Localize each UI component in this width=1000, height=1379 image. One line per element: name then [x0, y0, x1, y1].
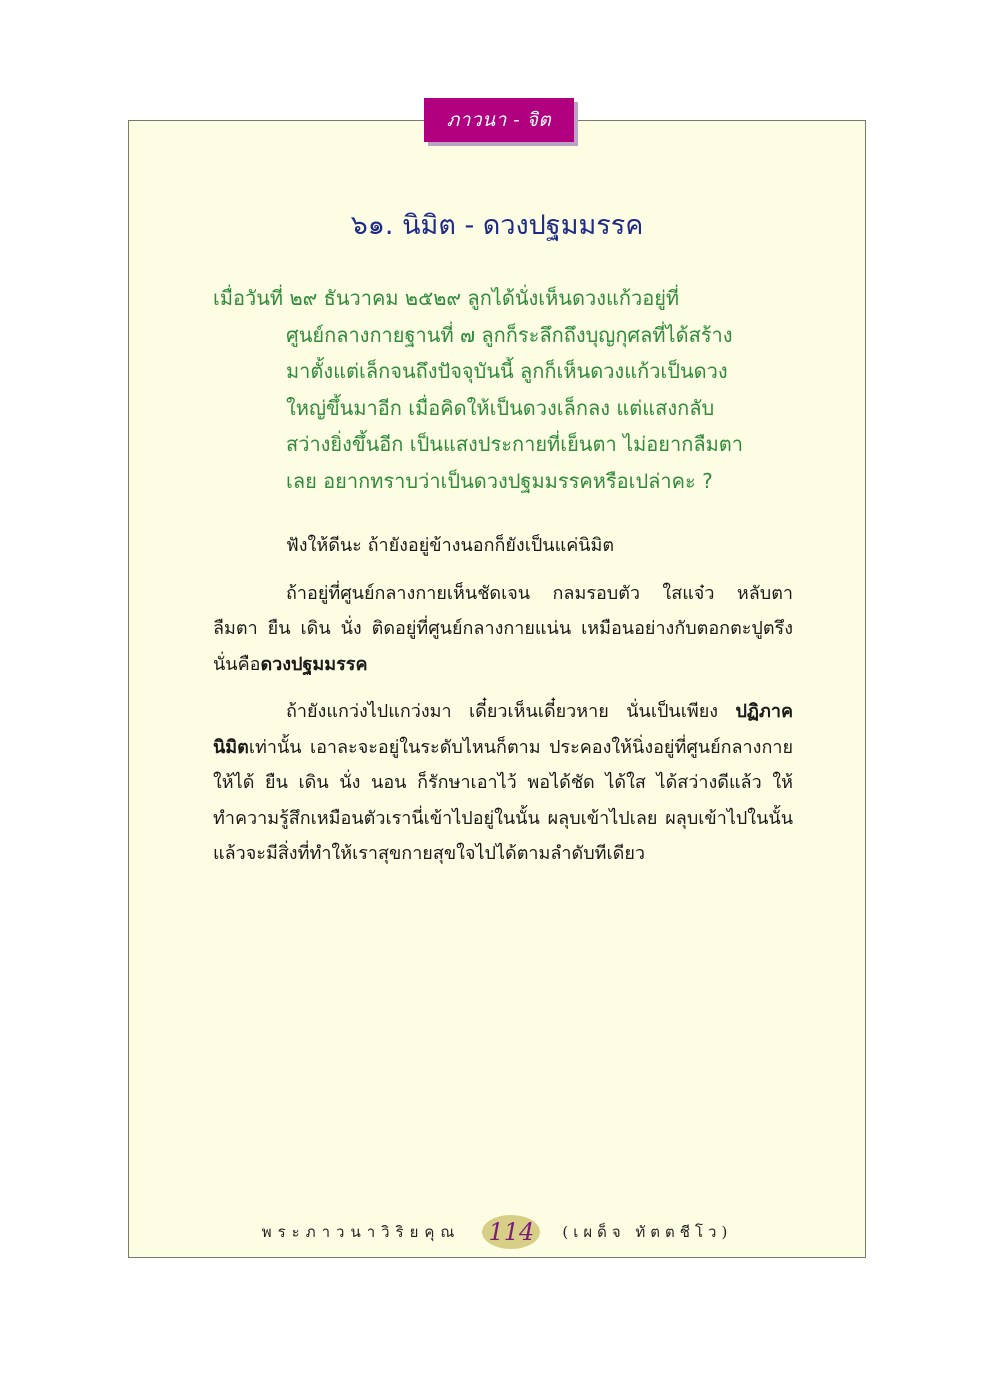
section-tab — [424, 98, 574, 142]
answer-text: ถ้าอยู่ที่ศูนย์กลางกายเห็นชัดเจน กลมรอบตัว ใสแจ๋ว หลับตา ลืมตา ยืน เดิน นั่ง ติดอยู่ที่ศูนย์กลางกายแน่น เหมือนอย่างกับตอกตะปูตรึง นั่นคือ — [213, 582, 793, 675]
answer-bold-term: ดวงปฐมมรรค — [260, 653, 368, 675]
question-line: เลย อยากทราบว่าเป็นดวงปฐมมรรคหรือเปล่าคะ ? — [286, 468, 713, 493]
footer-book-title: พระภาวนาวิริยคุณ — [261, 1223, 461, 1241]
section-tab-label: ภาวนา - จิต — [446, 109, 552, 131]
question-line: สว่างยิ่งขึ้นอีก เป็นแสงประกายที่เย็นตา ไม่อยากลืมตา — [286, 432, 744, 456]
answer-text: เท่านั้น เอาละจะอยู่ในระดับไหนก็ตาม ประคองให้นิ่งอยู่ที่ศูนย์กลางกายให้ได้ ยืน เดิน นั่ง นอน ก็รักษาเอาไว้ พอได้ชัด ได้ใส ได้สว่างดีแล้ว ให้ทำความรู้สึกเหมือนตัวเรานี่เข้าไปอยู่ในนั้น ผลุบเข้าไปเลย ผลุบเข้าไปในนั้น แล้วจะมีสิ่งที่ทำให้เราสุขกายสุขใจไปได้ตามลำดับทีเดียว — [213, 736, 793, 864]
chapter-title: ๖๑. นิมิต - ดวงปฐมมรรค — [350, 210, 644, 241]
question-line: ศูนย์กลางกายฐานที่ ๗ ลูกก็ระลึกถึงบุญกุศลที่ได้สร้าง — [286, 322, 733, 347]
question-line: เมื่อวันที่ ๒๙ ธันวาคม ๒๕๒๙ ลูกได้นั่งเห็นดวงแก้วอยู่ที่ — [213, 286, 680, 310]
footer-author: (เผด็จ ทัตตชีโว) — [562, 1223, 733, 1241]
answer-paragraph-1 — [213, 528, 793, 564]
question-line: มาตั้งแต่เล็กจนถึงปัจจุบันนี้ ลูกก็เห็นดวงแก้วเป็นดวง — [286, 359, 728, 383]
answer-text: ฟังให้ดีนะ ถ้ายังอยู่ข้างนอกก็ยังเป็นแค่นิมิต — [286, 535, 615, 556]
answer-bold-term: ปฏิภาคนิมิต — [213, 701, 793, 758]
page-number: 114 — [488, 1218, 535, 1246]
question-line: ใหญ่ขึ้นมาอีก เมื่อคิดให้เป็นดวงเล็กลง แต่แสงกลับ — [286, 395, 715, 420]
answer-paragraph-3 — [213, 694, 793, 872]
page-footer — [128, 1212, 866, 1252]
page-number-badge — [482, 1215, 540, 1249]
answer-text: ถ้ายังแกว่งไปแกว่งมา เดี๋ยวเห็นเดี๋ยวหาย นั่นเป็นเพียง — [286, 701, 719, 722]
question-block — [213, 280, 793, 499]
answer-paragraph-2 — [213, 576, 793, 683]
answer-block — [213, 528, 793, 884]
